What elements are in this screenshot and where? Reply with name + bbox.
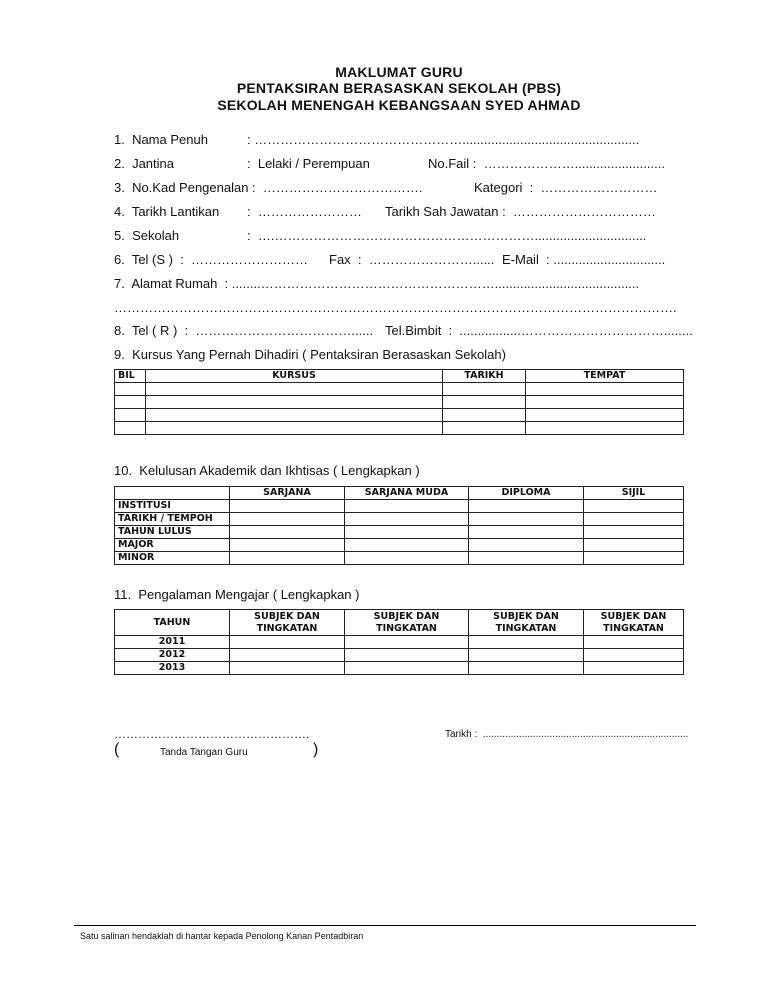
row-label: TARIKH / TEMPOH	[115, 513, 230, 526]
col-tarikh: TARIKH	[443, 370, 526, 383]
section-kursus-label: 9. Kursus Yang Pernah Dihadiri ( Pentaksiran Berasaskan Sekolah)	[114, 347, 506, 362]
year-cell: 2013	[115, 662, 230, 675]
table-row[interactable]	[115, 500, 684, 513]
table-header-row	[115, 370, 684, 383]
field-nama-penuh-input[interactable]: : ………………………………………….................................................	[247, 132, 640, 147]
row-label: TAHUN LULUS	[115, 526, 230, 539]
signature-open-paren: (	[114, 741, 120, 758]
table-row[interactable]	[115, 649, 684, 662]
field-alamat-rumah[interactable]: 7. Alamat Rumah : ........………………………………………………........................................	[114, 276, 640, 291]
akademik-table	[114, 486, 684, 565]
col-tempat: TEMPAT	[526, 370, 684, 383]
col-sijil: SIJIL	[584, 487, 684, 500]
field-tel-bimbit[interactable]: Tel.Bimbit : .................……………………………........	[385, 323, 693, 338]
col-sarjana-muda: SARJANA MUDA	[345, 487, 469, 500]
footer-note: Satu salinan hendaklah di hantar kepada Penolong Kanan Pentadbiran	[80, 931, 364, 941]
col-blank	[115, 487, 230, 500]
kursus-table	[114, 369, 684, 435]
table-row[interactable]	[115, 422, 684, 435]
table-row[interactable]	[115, 526, 684, 539]
field-nama-penuh-label: 1. Nama Penuh	[114, 132, 208, 147]
table-row[interactable]	[115, 513, 684, 526]
footer-divider	[74, 925, 696, 926]
row-label: MAJOR	[115, 539, 230, 552]
field-tarikh-lantikan-label: 4. Tarikh Lantikan	[114, 204, 220, 219]
section-mengajar-label: 11. Pengalaman Mengajar ( Lengkapkan )	[114, 587, 360, 602]
field-email[interactable]: E-Mail : ...............................	[502, 252, 666, 267]
table-row[interactable]	[115, 383, 684, 396]
row-label: MINOR	[115, 552, 230, 565]
field-sekolah-label: 5. Sekolah	[114, 228, 180, 243]
field-no-kad-pengenalan[interactable]: 3. No.Kad Pengenalan : ……………………………….	[114, 180, 423, 195]
col-diploma: DIPLOMA	[469, 487, 584, 500]
table-row[interactable]	[115, 409, 684, 422]
table-row[interactable]	[115, 662, 684, 675]
field-sekolah-input[interactable]: : ….……………………………………………………...............................	[247, 228, 647, 243]
col-bil: BIL	[115, 370, 146, 383]
field-tel-sekolah[interactable]: 6. Tel (S ) : ………………………	[114, 252, 309, 267]
signature-close-paren: )	[313, 741, 319, 758]
field-alamat-rumah-cont[interactable]: ………………………………………………………………………………………………………………….	[114, 300, 677, 315]
section-akademik-label: 10. Kelulusan Akademik dan Ikhtisas ( Lengkapkan )	[114, 463, 420, 478]
field-no-fail[interactable]: No.Fail : ………………….........................	[428, 156, 665, 171]
table-row[interactable]	[115, 636, 684, 649]
field-tel-rumah[interactable]: 8. Tel ( R ) : ………………………………......	[114, 323, 374, 338]
col-subjek-3: SUBJEK DAN TINGKATAN	[469, 610, 584, 636]
mengajar-table	[114, 609, 684, 675]
field-tarikh-sah-jawatan[interactable]: Tarikh Sah Jawatan : ……………………………	[385, 204, 656, 219]
year-cell: 2012	[115, 649, 230, 662]
field-jantina-options[interactable]: : Lelaki / Perempuan	[247, 156, 370, 171]
row-label: INSTITUSI	[115, 500, 230, 513]
signature-label: Tanda Tangan Guru	[160, 747, 248, 758]
table-header-row	[115, 610, 684, 636]
signature-line[interactable]: ………………………………………….	[114, 727, 310, 741]
form-title: MAKLUMAT GURU	[335, 64, 463, 80]
year-cell: 2011	[115, 636, 230, 649]
field-tarikh-lantikan-input[interactable]: : ……………………	[247, 204, 362, 219]
table-row[interactable]	[115, 552, 684, 565]
col-subjek-1: SUBJEK DAN TINGKATAN	[230, 610, 345, 636]
table-header-row	[115, 487, 684, 500]
col-subjek-4: SUBJEK DAN TINGKATAN	[584, 610, 684, 636]
signature-tarikh[interactable]: Tarikh : ..........................................................................	[445, 729, 689, 740]
field-kategori[interactable]: Kategori : ………………………	[474, 180, 658, 195]
form-subtitle: PENTAKSIRAN BERASASKAN SEKOLAH (PBS)	[236, 80, 562, 96]
col-tahun: TAHUN	[115, 610, 230, 636]
col-subjek-2: SUBJEK DAN TINGKATAN	[345, 610, 469, 636]
school-name: SEKOLAH MENENGAH KEBANGSAAN SYED AHMAD	[217, 97, 581, 113]
col-kursus: KURSUS	[146, 370, 443, 383]
table-row[interactable]	[115, 539, 684, 552]
table-row[interactable]	[115, 396, 684, 409]
col-sarjana: SARJANA	[230, 487, 345, 500]
field-fax[interactable]: Fax : ……………………......	[329, 252, 495, 267]
field-jantina-label: 2. Jantina	[114, 156, 174, 171]
